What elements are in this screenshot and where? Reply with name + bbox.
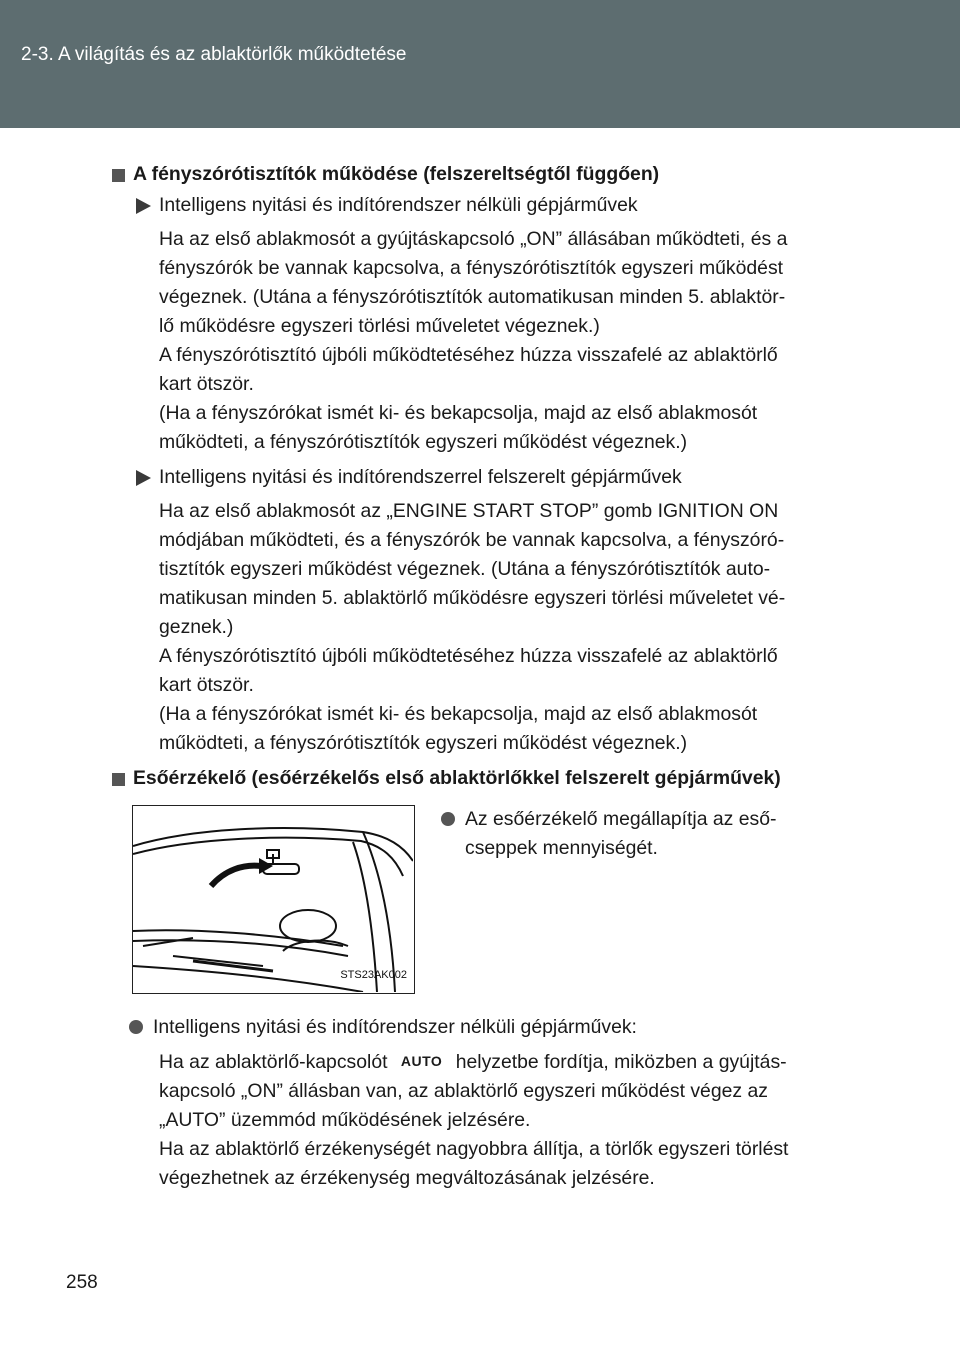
figure-label: STS23AK002	[340, 969, 407, 981]
text-line: fényszórók be vannak kapcsolva, a fényszórótisztítók egyszeri működést	[159, 257, 784, 279]
text-line: Ha az ablaktörlő érzékenységét nagyobbra állítja, a törlők egyszeri törlést	[159, 1138, 789, 1160]
text-line: lő működésre egyszeri törlési műveletet végeznek.)	[159, 315, 600, 337]
text-line	[159, 1047, 844, 1077]
circle-bullet-icon	[129, 1020, 143, 1034]
square-bullet-icon	[112, 169, 125, 182]
subheading-text: Intelligens nyitási és indítórendszerrel felszerelt gépjárművek	[159, 466, 682, 488]
page-content	[112, 160, 844, 1199]
headlight-cleaner-heading	[112, 160, 844, 189]
page-number: 258	[66, 1272, 98, 1293]
rain-sensor-illustration	[132, 805, 415, 994]
text-line: kart ötször.	[159, 674, 254, 696]
text-line: „AUTO” üzemmód működésének jelzésére.	[159, 1109, 531, 1131]
text-line: végezhetnek az érzékenység megváltozásának jelzésére.	[159, 1167, 655, 1189]
subheading-with-system	[112, 463, 844, 492]
list-item	[441, 805, 844, 863]
text-line: matikusan minden 5. ablaktörlő működésre egyszeri törlési műveletet vé-	[159, 587, 786, 609]
text-line: (Ha a fényszórókat ismét ki- és bekapcsolja, majd az első ablakmosót	[159, 402, 758, 424]
page-header	[0, 0, 960, 128]
text-segment: helyzetbe fordítja, miközben a gyújtás-	[455, 1051, 787, 1073]
text-line: módjában működteti, és a fényszórók be vannak kapcsolva, a fényszóró-	[159, 529, 785, 551]
text-line: működteti, a fényszórótisztítók egyszeri működést végeznek.)	[159, 732, 688, 754]
rain-sensor-bullet-block	[112, 1013, 844, 1042]
subheading-without-system	[112, 191, 844, 220]
bullet-text: Intelligens nyitási és indítórendszer nélküli gépjárművek:	[153, 1016, 637, 1038]
triangle-bullet-icon	[136, 198, 151, 214]
text-line: geznek.)	[159, 616, 234, 638]
heading-text: A fényszórótisztítók működése (felszereltségtől függően)	[133, 163, 660, 185]
circle-bullet-icon	[441, 812, 455, 826]
text-line: Az esőérzékelő megállapítja az eső-	[465, 808, 777, 830]
text-line: kapcsoló „ON” állásban van, az ablaktörlő egyszeri működést végez az	[159, 1080, 768, 1102]
text-line: cseppek mennyiségét.	[465, 837, 658, 859]
text-line: végeznek. (Utána a fényszórótisztítók automatikusan minden 5. ablaktör-	[159, 286, 786, 308]
rain-sensor-heading	[112, 764, 844, 793]
list-item	[129, 1013, 844, 1042]
text-line: működteti, a fényszórótisztítók egyszeri működést végeznek.)	[159, 431, 688, 453]
text-line: A fényszórótisztító újbóli működtetéséhez húzza visszafelé az ablaktörlő	[159, 344, 778, 366]
text-segment: Ha az ablaktörlő-kapcsolót	[159, 1051, 388, 1073]
section-title: 2-3. A világítás és az ablaktörlők működtetése	[21, 44, 407, 65]
paragraph-auto-mode	[159, 1047, 844, 1193]
text-line: (Ha a fényszórókat ismét ki- és bekapcsolja, majd az első ablakmosót	[159, 703, 758, 725]
heading-text: Esőérzékelő (esőérzékelős első ablaktörlőkkel felszerelt gépjárművek)	[133, 767, 781, 789]
square-bullet-icon	[112, 773, 125, 786]
text-line: A fényszórótisztító újbóli működtetéséhez húzza visszafelé az ablaktörlő	[159, 645, 778, 667]
text-line: Ha az első ablakmosót az „ENGINE START STOP” gomb IGNITION ON	[159, 500, 779, 522]
subheading-text: Intelligens nyitási és indítórendszer nélküli gépjárművek	[159, 194, 638, 216]
text-line: kart ötször.	[159, 373, 254, 395]
rain-sensor-caption	[441, 805, 844, 863]
paragraph-without-system	[159, 225, 844, 457]
paragraph-with-system	[159, 497, 844, 758]
text-line: Ha az első ablakmosót a gyújtáskapcsoló „ON” állásában működteti, és a	[159, 228, 788, 250]
triangle-bullet-icon	[136, 470, 151, 486]
rain-sensor-row	[112, 805, 844, 1005]
text-line: tisztítók egyszeri működést végeznek. (Utána a fényszórótisztítók auto-	[159, 558, 771, 580]
auto-icon: AUTO	[400, 1053, 443, 1069]
